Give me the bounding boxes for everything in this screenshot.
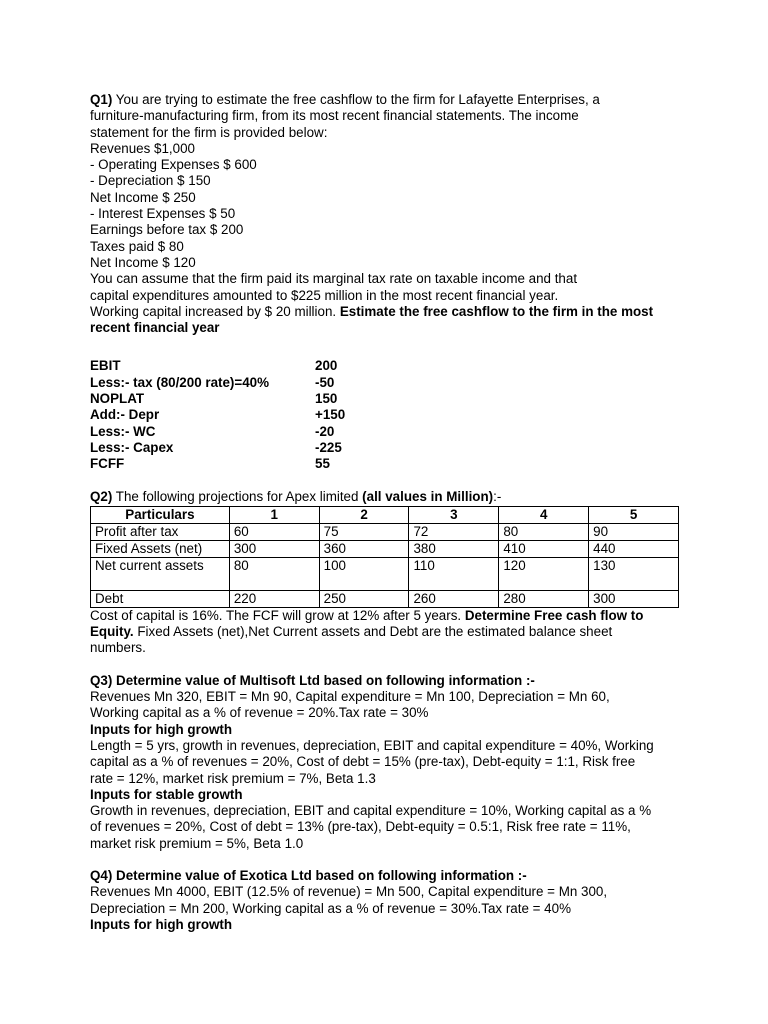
table-cell: 410 <box>499 540 589 557</box>
fcff-solution <box>90 342 690 472</box>
q1-label: Q1) <box>90 92 113 107</box>
q2-task-cont: Equity. <box>90 624 134 640</box>
solution-label: EBIT <box>90 358 121 374</box>
table-cell: Fixed Assets (net) <box>91 540 230 557</box>
q3-stable-growth-line: of revenues = 20%, Cost of debt = 13% (pre-tax), Debt-equity = 0.5:1, Risk free rate = 11%, <box>90 819 631 835</box>
q2-after-line <box>90 624 690 640</box>
solution-label: Less:- Capex <box>90 439 174 455</box>
income-line: - Depreciation $ 150 <box>90 173 211 189</box>
solution-value: -225 <box>315 439 342 455</box>
working-capital-line <box>90 304 690 320</box>
assumption-line: You can assume that the firm paid its marginal tax rate on taxable income and that <box>90 271 578 287</box>
table-cell: 280 <box>499 590 589 607</box>
solution-label: Less:- tax (80/200 rate)=40% <box>90 374 270 390</box>
table-cell: 380 <box>409 540 499 557</box>
table-cell: 300 <box>589 590 679 607</box>
solution-row <box>90 375 690 391</box>
q3-stable-growth-heading: Inputs for stable growth <box>90 786 243 802</box>
table-cell: 60 <box>229 523 319 540</box>
table-cell: 250 <box>319 590 409 607</box>
q1-intro-text: You are trying to estimate the free cashflow to the firm for Lafayette Enterprises, a <box>112 92 600 107</box>
solution-row <box>90 456 690 472</box>
table-cell: 360 <box>319 540 409 557</box>
table-cell: 110 <box>409 557 499 590</box>
q4-line: Revenues Mn 4000, EBIT (12.5% of revenue) = Mn 500, Capital expenditure = Mn 300, <box>90 884 608 900</box>
q3-heading: Q3) Determine value of Multisoft Ltd based on following information :- <box>90 672 535 688</box>
q2-units: (all values in Million) <box>362 488 494 504</box>
q4-high-growth-heading: Inputs for high growth <box>90 916 233 932</box>
solution-row <box>90 391 690 407</box>
q2-task: Determine Free cash flow to <box>464 607 644 623</box>
q2-text: The following projections for Apex limited <box>112 488 363 504</box>
table-cell: 100 <box>319 557 409 590</box>
solution-value: 150 <box>315 391 338 407</box>
q1-intro-line: furniture-manufacturing firm, from its most recent financial statements. The income <box>90 108 579 124</box>
q2-text-end: :- <box>493 488 502 504</box>
solution-label: Less:- WC <box>90 423 156 439</box>
table-header: 2 <box>319 506 409 523</box>
table-header: Particulars <box>91 506 230 523</box>
table-row <box>91 557 679 590</box>
solution-value: -20 <box>315 423 335 439</box>
table-cell: 300 <box>229 540 319 557</box>
table-cell: 130 <box>589 557 679 590</box>
q1-intro-line: statement for the firm is provided below: <box>90 124 328 140</box>
table-cell: Debt <box>91 590 230 607</box>
q1-task-cont: recent financial year <box>90 320 220 336</box>
income-line: Net Income $ 120 <box>90 254 196 270</box>
table-cell: 260 <box>409 590 499 607</box>
solution-row <box>90 424 690 440</box>
table-cell: 80 <box>229 557 319 590</box>
q2-after-text: Cost of capital is 16%. The FCF will grow at 12% after 5 years. <box>90 607 465 623</box>
q2-after-text: Fixed Assets (net),Net Current assets and Debt are the estimated balance sheet <box>133 624 613 640</box>
q3-high-growth-line: capital as a % of revenues = 20%, Cost of debt = 15% (pre-tax), Debt-equity = 1:1, Risk free <box>90 754 636 770</box>
table-row <box>91 590 679 607</box>
q3-stable-growth-line: market risk premium = 5%, Beta 1.0 <box>90 835 304 851</box>
income-line: Taxes paid $ 80 <box>90 238 184 254</box>
table-cell: 90 <box>589 523 679 540</box>
q1-intro-line <box>90 92 690 108</box>
table-cell: 440 <box>589 540 679 557</box>
income-line: Earnings before tax $ 200 <box>90 222 244 238</box>
q2-intro-line <box>90 489 690 505</box>
income-line: Revenues $1,000 <box>90 140 195 156</box>
table-header: 4 <box>499 506 589 523</box>
solution-row <box>90 407 690 423</box>
solution-value: -50 <box>315 374 335 390</box>
q4-heading: Q4) Determine value of Exotica Ltd based on following information :- <box>90 867 527 883</box>
table-header: 1 <box>229 506 319 523</box>
solution-value: 200 <box>315 358 338 374</box>
q3-line: Revenues Mn 320, EBIT = Mn 90, Capital expenditure = Mn 100, Depreciation = Mn 60, <box>90 689 610 705</box>
table-header-row <box>91 506 679 523</box>
table-cell: Net current assets <box>91 557 230 590</box>
table-cell: 220 <box>229 590 319 607</box>
table-header: 3 <box>409 506 499 523</box>
income-line: - Operating Expenses $ 600 <box>90 157 257 173</box>
q1-task: Estimate the free cashflow to the firm in the most <box>339 303 654 319</box>
table-cell: 120 <box>499 557 589 590</box>
q2-after-line <box>90 608 690 624</box>
solution-label: FCFF <box>90 456 125 472</box>
assumption-line: capital expenditures amounted to $225 million in the most recent financial year. <box>90 287 559 303</box>
q3-high-growth-heading: Inputs for high growth <box>90 721 233 737</box>
solution-row <box>90 358 690 374</box>
table-cell: Profit after tax <box>91 523 230 540</box>
q3-line: Working capital as a % of revenue = 20%.Tax rate = 30% <box>90 705 429 721</box>
table-cell: 75 <box>319 523 409 540</box>
table-row <box>91 540 679 557</box>
income-line: Net Income $ 250 <box>90 189 196 205</box>
q2-after-line: numbers. <box>90 640 146 656</box>
solution-value: 55 <box>315 456 330 472</box>
q3-stable-growth-line: Growth in revenues, depreciation, EBIT and capital expenditure = 10%, Working capital as a % <box>90 803 652 819</box>
solution-label: Add:- Depr <box>90 407 160 423</box>
projections-table <box>90 506 679 608</box>
q3-high-growth-line: rate = 12%, market risk premium = 7%, Beta 1.3 <box>90 770 376 786</box>
q3-high-growth-line: Length = 5 yrs, growth in revenues, depreciation, EBIT and capital expenditure = 40%, Working <box>90 737 654 753</box>
solution-label: NOPLAT <box>90 391 145 407</box>
q4-line: Depreciation = Mn 200, Working capital as a % of revenue = 30%.Tax rate = 40% <box>90 900 571 916</box>
table-header: 5 <box>589 506 679 523</box>
table-row <box>91 523 679 540</box>
solution-row <box>90 440 690 456</box>
solution-value: +150 <box>315 407 346 423</box>
table-cell: 72 <box>409 523 499 540</box>
table-cell: 80 <box>499 523 589 540</box>
q2-label: Q2) <box>90 488 113 504</box>
income-line: - Interest Expenses $ 50 <box>90 206 236 222</box>
document-page <box>90 92 690 933</box>
working-capital-text: Working capital increased by $ 20 million. <box>90 303 340 319</box>
